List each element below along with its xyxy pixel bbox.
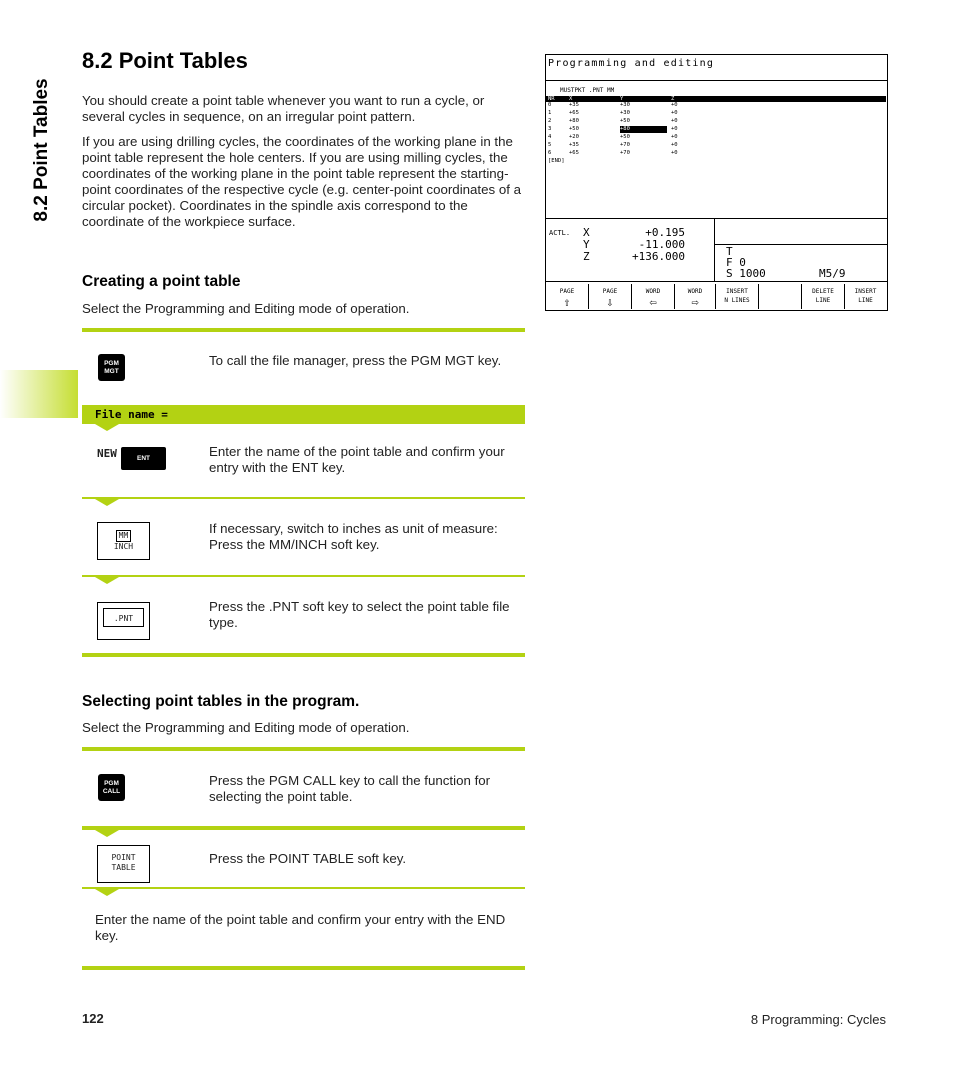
screen-divider: [714, 218, 715, 281]
screen-softkey[interactable]: WORD ⇨: [675, 284, 716, 309]
step-arrow: [95, 499, 119, 506]
axis-z-value: +136.000: [632, 250, 685, 263]
screen-softkey[interactable]: PAGE ⇧: [546, 284, 589, 309]
screen-divider: [546, 281, 887, 282]
screen-divider: [546, 80, 887, 81]
step-text: If necessary, switch to inches as unit of measure: Press the MM/INCH soft key.: [209, 521, 498, 552]
screen-divider: [546, 218, 887, 219]
intro-paragraph-2: If you are using drilling cycles, the coordinates of the working plane in the point table represent the hole centers. If you are using milling cycles, the coordinates of the working plane in the point table represent the starting-point coordinates of the respective cycle (e.g. center-point coordinates of a circular pocket). Coordinates in the spindle axis correspond to the coordinate of the workpiece surface.: [82, 134, 522, 229]
axis-y-value: -11.000: [638, 238, 685, 251]
green-divider: [82, 966, 525, 970]
axis-x-label: X: [583, 226, 590, 239]
point-table-softkey[interactable]: POINT TABLE: [97, 845, 150, 883]
green-divider: [82, 653, 525, 657]
green-divider: [82, 826, 525, 830]
section-intro-create: Select the Programming and Editing mode of operation.: [82, 301, 410, 316]
section-heading-create: Creating a point table: [82, 273, 241, 290]
spindle-status: S 1000: [726, 267, 766, 280]
file-name-prompt: File name =: [82, 405, 525, 424]
axis-x-value: +0.195: [645, 226, 685, 239]
step-text: Enter the name of the point table and confirm your entry with the ENT key.: [209, 444, 505, 475]
axis-z-label: Z: [583, 250, 590, 263]
screen-title: Programming and editing: [548, 58, 715, 69]
green-divider: [82, 575, 525, 577]
page-title: 8.2 Point Tables: [82, 48, 248, 73]
step-arrow: [95, 889, 119, 896]
pnt-softkey[interactable]: .PNT: [97, 602, 150, 640]
green-divider: [82, 328, 525, 332]
intro-paragraph-1: You should create a point table whenever you want to run a cycle, or several cycles in sequence, on an irregular point pattern.: [82, 93, 485, 124]
step-text: Enter the name of the point table and confirm your entry with the END key.: [95, 912, 506, 943]
ent-key[interactable]: ENT: [121, 447, 166, 470]
screen-softkey[interactable]: PAGE ⇩: [589, 284, 632, 309]
cnc-screen: Programming and editing MUSTPKT .PNT MM NR X Y Z 0 +35 +30 +0 1 +65 +30 +0 2 +80 +50 +0 3 +50 +80 +0 4 +20 +50 +0 5 +35 +70 +0 6 +65 +70 +0 [END] ACTL. X +0.195 Y -11.000 Z +136.000 T F 0 S 1000 M5/9 PAGE ⇧ PAGE ⇩ WORD ⇦ WORD ⇨ INSERT N LINES DELETE LINE INSERT LINE: [545, 54, 888, 311]
screen-file-name: MUSTPKT .PNT MM: [560, 87, 615, 94]
step-arrow: [95, 830, 119, 837]
chapter-footer: 8 Programming: Cycles: [750, 1012, 886, 1027]
screen-divider: [714, 244, 887, 245]
section-intro-select: Select the Programming and Editing mode of operation.: [82, 720, 410, 735]
axis-y-label: Y: [583, 238, 590, 251]
step-arrow: [95, 577, 119, 584]
pgm-call-key[interactable]: PGM CALL: [98, 774, 125, 801]
point-table-header: NR X Y Z: [546, 96, 886, 102]
screen-softkey[interactable]: DELETE LINE: [802, 284, 845, 309]
step-arrow: [95, 424, 119, 431]
page-number: 122: [82, 1011, 104, 1026]
green-divider: [82, 887, 525, 889]
screen-softkey[interactable]: WORD ⇦: [632, 284, 675, 309]
green-divider: [82, 497, 525, 499]
feed-status: F 0: [726, 256, 746, 269]
green-divider: [82, 747, 525, 751]
actual-position-label: ACTL.: [549, 229, 571, 237]
tool-status: T: [726, 245, 733, 258]
step-text: To call the file manager, press the PGM MGT key.: [209, 353, 502, 368]
step-text: Press the PGM CALL key to call the function for selecting the point table.: [209, 773, 491, 804]
m-function-status: M5/9: [819, 267, 846, 280]
screen-softkey[interactable]: INSERT LINE: [854, 288, 877, 304]
cursor-cell: +80: [620, 126, 667, 133]
chapter-tab-marker: [0, 370, 78, 418]
new-entry-label: NEW: [97, 447, 117, 460]
screen-softkey[interactable]: [759, 284, 802, 309]
step-text: Press the .PNT soft key to select the point table file type.: [209, 599, 510, 630]
section-heading-select: Selecting point tables in the program.: [82, 693, 360, 710]
step-text: Press the POINT TABLE soft key.: [209, 851, 407, 866]
side-chapter-title: 8.2 Point Tables: [31, 78, 52, 222]
screen-softkey[interactable]: INSERT N LINES: [716, 284, 759, 309]
mm-inch-softkey[interactable]: MM INCH: [97, 522, 150, 560]
pgm-mgt-key[interactable]: PGM MGT: [98, 354, 125, 381]
